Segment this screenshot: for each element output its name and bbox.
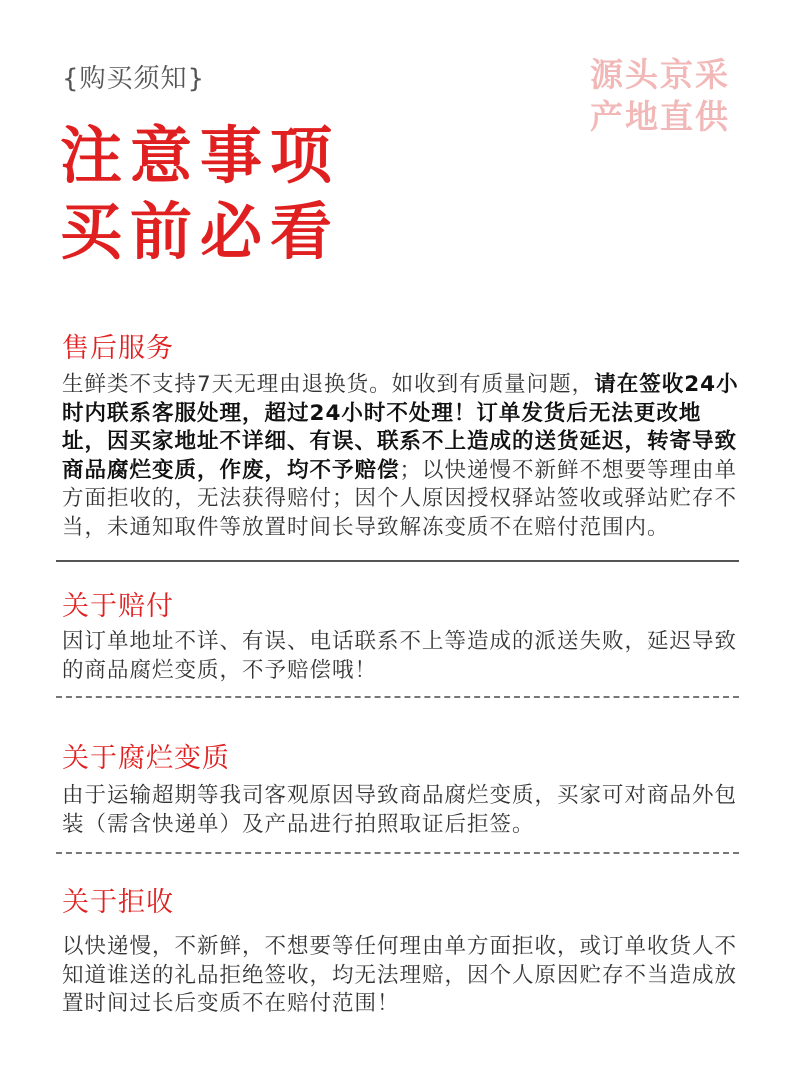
brand-slogan-line-2: 产地直供 bbox=[590, 97, 730, 136]
section-title-compensation: 关于赔付 bbox=[62, 591, 174, 622]
section-title-rejection: 关于拒收 bbox=[62, 887, 174, 918]
section-body-rejection: 以快递慢，不新鲜，不想要等任何理由单方面拒收，或订单收货人不知道谁送的礼品拒绝签收，均无法理赔，因个人原因贮存不当造成放置时间过长后变质不在赔付范围！ bbox=[62, 934, 738, 1016]
section-divider-dashed bbox=[56, 696, 739, 698]
section-body-spoilage: 由于运输超期等我司客观原因导致商品腐烂变质，买家可对商品外包装（需含快递单）及产品进行拍照取证后拒签。 bbox=[62, 783, 738, 837]
headline-line-2: 买前必看 bbox=[60, 195, 341, 268]
page-headline bbox=[60, 118, 340, 270]
section-divider-dashed bbox=[56, 852, 739, 854]
section-title-spoilage: 关于腐烂变质 bbox=[62, 743, 230, 774]
section-title-after-sales: 售后服务 bbox=[62, 333, 174, 364]
brand-slogan-line-1: 源头京采 bbox=[590, 55, 730, 94]
section-body-compensation: 因订单地址不详、有误、电话联系不上等造成的派送失败，延迟导致的商品腐烂变质，不予赔偿哦！ bbox=[62, 629, 738, 683]
notice-tagline: {购买须知} bbox=[62, 64, 206, 94]
after-sales-bold-text: 请在签收24小时内联系客服处理，超过24小时不处理！订单发货后无法更改地址，因买家地址不详细、有误、联系不上造成的送货延迟，转寄导致商品腐烂变质，作废，均不予赔偿 bbox=[62, 372, 739, 483]
section-body-after-sales bbox=[62, 371, 742, 542]
brand-slogan bbox=[590, 54, 730, 138]
after-sales-text-2: ；以快递慢不新鲜不想要等理由单方面拒收的，无法获得赔付；因个人原因授权驿站签收或驿站贮存不当，未通知取件等放置时间长导致解冻变质不在赔付范围内。 bbox=[62, 457, 738, 540]
section-divider-solid bbox=[56, 560, 739, 562]
after-sales-text-1: 生鲜类不支持7天无理由退换货。如收到有质量问题， bbox=[62, 372, 595, 397]
headline-line-1: 注意事项 bbox=[60, 119, 341, 192]
